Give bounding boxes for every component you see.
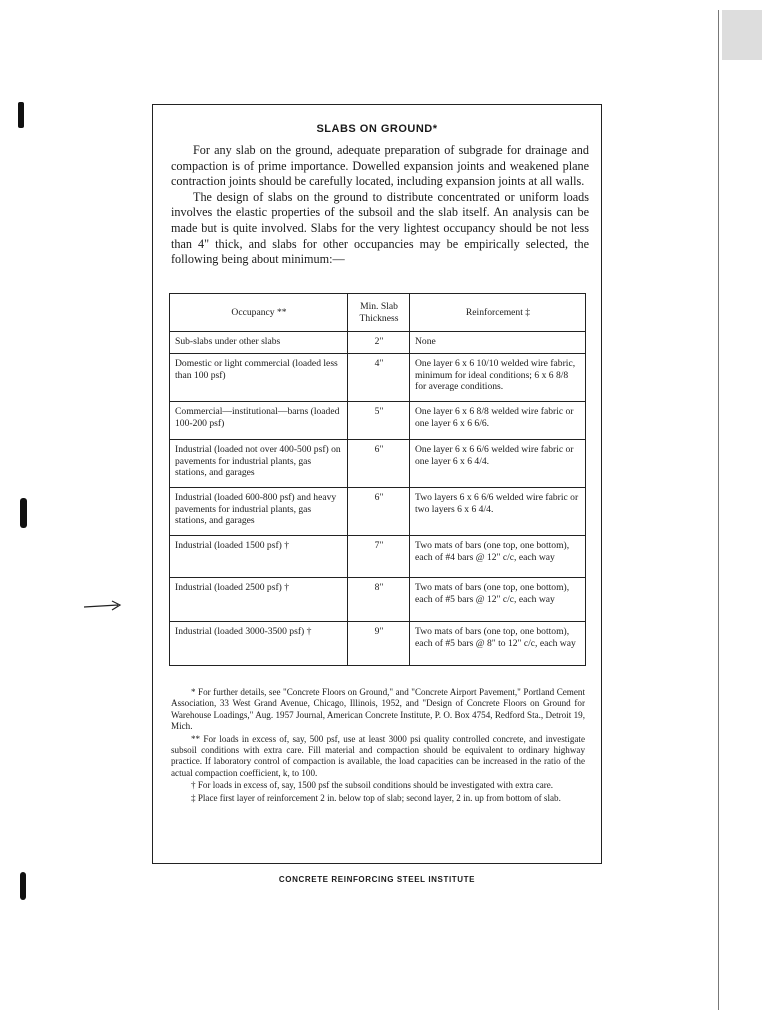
header-thickness: Min. Slab Thickness (348, 294, 410, 332)
table-header-row (170, 294, 586, 332)
table-row (170, 402, 586, 440)
cell-occupancy: Domestic or light commercial (loaded less than 100 psf) (170, 354, 348, 402)
table-row (170, 622, 586, 666)
cell-thickness: 5" (348, 402, 410, 440)
cell-reinforcement: None (410, 332, 586, 354)
cell-thickness: 4" (348, 354, 410, 402)
table-row (170, 354, 586, 402)
binder-hole-mark-middle (20, 498, 27, 528)
cell-thickness: 6" (348, 440, 410, 488)
table-row (170, 332, 586, 354)
cell-reinforcement: Two mats of bars (one top, one bottom), each of #4 bars @ 12" c/c, each way (410, 536, 586, 578)
cell-occupancy: Industrial (loaded 600-800 psf) and heavy pavements for industrial plants, gas stations, and garages (170, 488, 348, 536)
cell-thickness: 6" (348, 488, 410, 536)
cell-occupancy: Industrial (loaded 2500 psf) † (170, 578, 348, 622)
scan-edge-line (718, 10, 719, 1010)
footnote: ‡ Place first layer of reinforcement 2 in. below top of slab; second layer, 2 in. up from bottom of slab. (191, 792, 561, 803)
table-row (170, 440, 586, 488)
header-occupancy: Occupancy ** (170, 294, 348, 332)
page-title: SLABS ON GROUND* (316, 123, 438, 135)
paragraph-1: For any slab on the ground, adequate preparation of subgrade for drainage and compaction is of prime importance. Dowelled expansion joints and weakened plane contraction joints should be carefully located, including expansion joints at all walls. (171, 143, 589, 189)
cell-thickness: 9" (348, 622, 410, 666)
table-row (170, 536, 586, 578)
cell-reinforcement: One layer 6 x 6 8/8 welded wire fabric or one layer 6 x 6 6/6. (410, 402, 586, 440)
cell-reinforcement: One layer 6 x 6 10/10 welded wire fabric, minimum for ideal conditions; 6 x 6 8/8 for average conditions. (410, 354, 586, 402)
cell-reinforcement: Two mats of bars (one top, one bottom), each of #5 bars @ 12" c/c, each way (410, 578, 586, 622)
cell-occupancy: Commercial—institutional—barns (loaded 100-200 psf) (170, 402, 348, 440)
publisher-footer: CONCRETE REINFORCING STEEL INSTITUTE (278, 875, 476, 884)
margin-arrow-mark (84, 600, 122, 612)
cell-reinforcement: Two layers 6 x 6 6/6 welded wire fabric or two layers 6 x 6 4/4. (410, 488, 586, 536)
cell-occupancy: Industrial (loaded 3000-3500 psf) † (170, 622, 348, 666)
binder-hole-mark-top (18, 102, 24, 128)
slab-spec-table (169, 293, 586, 666)
table-row (170, 578, 586, 622)
table-row (170, 488, 586, 536)
scan-corner-noise (722, 10, 762, 60)
header-reinforcement: Reinforcement ‡ (410, 294, 586, 332)
intro-text (171, 143, 589, 268)
cell-occupancy: Sub-slabs under other slabs (170, 332, 348, 354)
footnotes (171, 687, 585, 805)
footnote: * For further details, see "Concrete Floors on Ground," and "Concrete Airport Pavement," Portland Cement Association, 33 West Grand Avenue, Chicago, Illinois, 1952, and "Design of Concrete Floors on Ground for Warehouse Loadings," Aug. 1957 Journal, American Concrete Institute, P. O. Box 4754, Redford Sta., Detroit 19, Mich. (171, 687, 585, 732)
cell-reinforcement: Two mats of bars (one top, one bottom), each of #5 bars @ 8" to 12" c/c, each way (410, 622, 586, 666)
cell-occupancy: Industrial (loaded 1500 psf) † (170, 536, 348, 578)
paragraph-2: The design of slabs on the ground to distribute concentrated or uniform loads involves the elastic properties of the subsoil and the slab itself. An analysis can be made but is quite involved. Slabs for the very lightest occupancy should be not less than 4" thick, and slabs for other occupancies may be empirically selected, the following being about minimum:— (171, 189, 589, 267)
document-page (152, 104, 602, 884)
footnote: † For loads in excess of, say, 1500 psf the subsoil conditions should be investigated with extra care. (191, 780, 554, 791)
cell-thickness: 2" (348, 332, 410, 354)
cell-reinforcement: One layer 6 x 6 6/6 welded wire fabric or one layer 6 x 6 4/4. (410, 440, 586, 488)
footnote: ** For loads in excess of, say, 500 psf, use at least 3000 psi quality controlled concrete, and investigate subsoil conditions with extra care. Fill material and compaction should be equivalent to ordinary highway practice. If laboratory control of compaction is available, the load capacities can be increased in the ratio of the actual compaction coefficient, k, to 100. (171, 733, 585, 778)
cell-occupancy: Industrial (loaded not over 400-500 psf) on pavements for industrial plants, gas stations, and garages (170, 440, 348, 488)
cell-thickness: 7" (348, 536, 410, 578)
binder-hole-mark-bottom (20, 872, 26, 900)
cell-thickness: 8" (348, 578, 410, 622)
